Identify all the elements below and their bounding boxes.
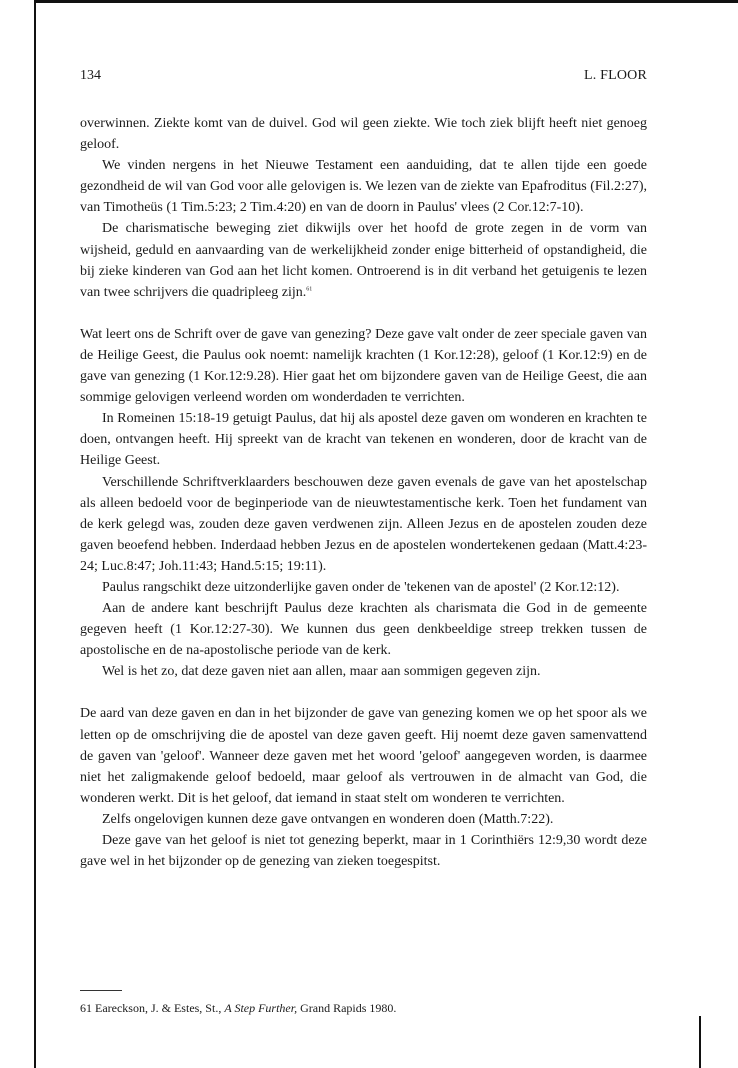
paragraph: Paulus rangschikt deze uitzonderlijke gaven onder de 'tekenen van de apostel' (2 Kor.12:12). — [102, 579, 620, 595]
right-border-mark — [699, 1016, 701, 1068]
paragraph: De charismatische beweging ziet dikwijls over het hoofd de grote zegen in de vorm van wijsheid, geduld en aanvaarding van de werkelijkheid zonder enige bitterheid of opstandigheid, die bij zieke kinderen van God aan het licht komen. Ontroerend is in dit verband het getuigenis te lezen van twee schrijvers die quadripleeg zijn.$^{61}$ — [80, 221, 647, 300]
top-border — [34, 0, 738, 3]
footnote — [80, 1000, 647, 1016]
paragraph: Verschillende Schriftverklaarders beschouwen deze gaven evenals de gave van het apostelschap als alleen bedoeld voor de beginperiode van de nieuwtestamentische kerk. Toen het fundament van de kerk gelegd was, zouden deze gaven verdwenen zijn. Alleen Jezus en de apostelen zouden deze gaven beoefend hebben. Inderdaad hebben Jezus en de apostelen wondertekenen gedaan (Matt.4:23-24; Luc.8:47; Joh.11:43; Hand.5:15; 19:11). — [80, 474, 647, 574]
footnote-divider — [80, 990, 122, 991]
paragraph: overwinnen. Ziekte komt van de duivel. God wil geen ziekte. Wie toch ziek blijft heeft niet genoeg geloof. — [80, 116, 647, 153]
running-head: L. FLOOR — [583, 68, 647, 83]
paragraph: De aard van deze gaven en dan in het bijzonder de gave van genezing komen we op het spoor als we letten op de omschrijving die de apostel van deze gaven geeft. Hij noemt deze gaven samenvattend de gaven van 'geloof'. Wanneer deze gaven met het woord 'geloof' aangegeven worden, is daarmee niet het zaligmakende geloof bedoeld, maar geloof als vertrouwen in de almacht van God, die wonderen werkt. Dit is het geloof, dat iemand in staat stelt om wonderen te verrichten. — [80, 706, 647, 806]
paragraph: Zelfs ongelovigen kunnen deze gave ontvangen en wonderen doen (Matth.7:22). — [102, 811, 554, 827]
footnote-publisher: Grand Rapids 1980. — [300, 1001, 397, 1015]
paragraph: Wel is het zo, dat deze gaven niet aan allen, maar aan sommigen gegeven zijn. — [102, 664, 541, 680]
paragraph: We vinden nergens in het Nieuwe Testament een aanduiding, dat te allen tijde een goede gezondheid de wil van God voor alle gelovigen is. We lezen van de ziekte van Epafroditus (Fil.2:27), van Timotheüs (1 Tim.5:23; 2 Tim.4:20) en van de doorn in Paulus' vlees (2 Cor.12:7-10). — [80, 158, 647, 216]
footnote-reference: 61 — [306, 286, 313, 293]
paragraph: Deze gave van het geloof is niet tot genezing beperkt, maar in 1 Corinthiërs 12:9,30 wordt deze gave wel in het bijzonder op de genezing van zieken toegespitst. — [80, 833, 647, 870]
paragraph: Wat leert ons de Schrift over de gave van genezing? Deze gave valt onder de zeer speciale gaven van de Heilige Geest, die Paulus ook noemt: namelijk krachten (1 Kor.12:28), geloof (1 Kor.12:9) en de gave van genezing (1 Kor.12:9.28). Hier gaat het om bijzondere gaven van de Heilige Geest, die aan sommige gelovigen verleend worden om wonderdaden te verrichten. — [80, 326, 647, 406]
footnote-authors: Eareckson, J. & Estes, St., — [95, 1001, 222, 1015]
footnote-number: 61 — [80, 1001, 92, 1015]
page-number: 134 — [80, 68, 101, 83]
paragraph: In Romeinen 15:18-19 getuigt Paulus, dat hij als apostel deze gaven om wonderen en krachten te doen, ontvangen heeft. Hij spreekt van de kracht van tekenen en wonderen, door de kracht van de Heilige Geest. — [80, 411, 647, 469]
page-header — [80, 68, 647, 88]
body-text — [80, 113, 647, 872]
left-border — [34, 0, 36, 1068]
footnote-title: A Step Further, — [224, 1001, 298, 1015]
paragraph: Aan de andere kant beschrijft Paulus deze krachten als charismata die God in de gemeente gegeven heeft (1 Kor.12:27-30). We kunnen dus geen denkbeeldige streep trekken tussen de apostolische en de na-apostolische periode van de kerk. — [80, 601, 647, 659]
